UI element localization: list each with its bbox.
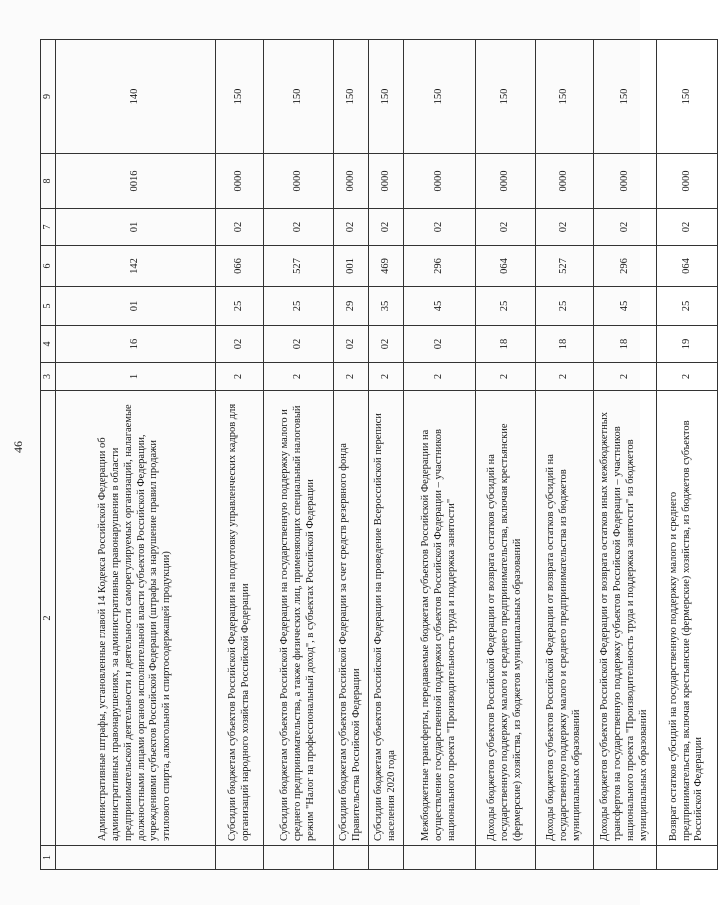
row-index-cell <box>264 846 334 870</box>
row-index-cell <box>56 846 216 870</box>
code-program-cell: 0000 <box>264 154 334 209</box>
code-subarticle-cell: 064 <box>476 246 536 287</box>
code-subgroup-cell: 16 <box>56 326 216 363</box>
code-subgroup-cell: 02 <box>334 326 369 363</box>
row-index-cell <box>476 846 536 870</box>
description-cell: Доходы бюджетов субъектов Российской Федерации от возврата остатков иных межбюджетных трансфертов на государственную поддержку субъектов Российской Федерации – участников национального проекта "Производительность труда и поддержка занятости" из бюджетов муниципальных образований <box>594 391 657 846</box>
code-subgroup-cell: 18 <box>536 326 594 363</box>
code-element-cell: 02 <box>369 209 404 246</box>
code-element-cell: 02 <box>536 209 594 246</box>
code-subarticle-cell: 296 <box>594 246 657 287</box>
code-article-cell: 25 <box>264 287 334 326</box>
header-cell: 2 <box>41 391 56 846</box>
code-subarticle-cell: 296 <box>404 246 476 287</box>
header-cell: 1 <box>41 846 56 870</box>
code-article-cell: 25 <box>536 287 594 326</box>
code-article-cell: 01 <box>56 287 216 326</box>
header-cell: 7 <box>41 209 56 246</box>
code-article-cell: 29 <box>334 287 369 326</box>
description-cell: Субсидии бюджетам субъектов Российской Федерации на проведение Всероссийской переписи населения 2020 года <box>369 391 404 846</box>
code-article-cell: 45 <box>594 287 657 326</box>
code-article-cell: 25 <box>657 287 718 326</box>
row-index-cell <box>334 846 369 870</box>
row-index-cell <box>216 846 264 870</box>
code-economic-cell: 140 <box>56 40 216 154</box>
description-cell: Доходы бюджетов субъектов Российской Федерации от возврата остатков субсидий на государственную поддержку малого и среднего предпринимательства, включая крестьянские (фермерские) хозяйства, из бюджетов муниципальных образований <box>476 391 536 846</box>
code-program-cell: 0000 <box>334 154 369 209</box>
code-group-cell: 2 <box>404 363 476 391</box>
code-element-cell: 02 <box>216 209 264 246</box>
code-economic-cell: 150 <box>334 40 369 154</box>
header-cell: 3 <box>41 363 56 391</box>
header-row <box>41 40 56 870</box>
code-program-cell: 0000 <box>369 154 404 209</box>
description-cell: Возврат остатков субсидий на государственную поддержку малого и среднего предпринимательства, включая крестьянские (фермерские) хозяйства, из бюджетов субъектов Российской Федерации <box>657 391 718 846</box>
description-cell: Субсидии бюджетам субъектов Российской Федерации на подготовку управленческих кадров для организаций народного хозяйства Российской Федерации <box>216 391 264 846</box>
code-economic-cell: 150 <box>594 40 657 154</box>
header-cell: 9 <box>41 40 56 154</box>
row-index-cell <box>536 846 594 870</box>
code-subarticle-cell: 527 <box>264 246 334 287</box>
row-index-cell <box>404 846 476 870</box>
table-row <box>657 40 718 870</box>
code-group-cell: 2 <box>264 363 334 391</box>
code-economic-cell: 150 <box>216 40 264 154</box>
header-cell: 4 <box>41 326 56 363</box>
code-subgroup-cell: 18 <box>476 326 536 363</box>
code-element-cell: 02 <box>334 209 369 246</box>
code-element-cell: 01 <box>56 209 216 246</box>
header-cell: 8 <box>41 154 56 209</box>
table-row <box>404 40 476 870</box>
code-economic-cell: 150 <box>264 40 334 154</box>
code-element-cell: 02 <box>264 209 334 246</box>
code-group-cell: 1 <box>56 363 216 391</box>
table-row <box>56 40 216 870</box>
table-row <box>369 40 404 870</box>
code-element-cell: 02 <box>404 209 476 246</box>
code-program-cell: 0000 <box>476 154 536 209</box>
code-economic-cell: 150 <box>536 40 594 154</box>
code-article-cell: 25 <box>476 287 536 326</box>
code-program-cell: 0000 <box>657 154 718 209</box>
table-body <box>56 40 718 870</box>
code-article-cell: 35 <box>369 287 404 326</box>
code-subgroup-cell: 02 <box>216 326 264 363</box>
description-cell: Субсидии бюджетам субъектов Российской Федерации на государственную поддержку малого и среднего предпринимательства, а также физических лиц, применяющих специальный налоговый режим "Налог на профессиональный доход", в субъектах Российской Федерации <box>264 391 334 846</box>
budget-classification-table <box>40 39 718 870</box>
code-economic-cell: 150 <box>404 40 476 154</box>
table-row <box>536 40 594 870</box>
code-program-cell: 0000 <box>594 154 657 209</box>
code-program-cell: 0000 <box>536 154 594 209</box>
code-subarticle-cell: 066 <box>216 246 264 287</box>
code-program-cell: 0000 <box>216 154 264 209</box>
code-group-cell: 2 <box>536 363 594 391</box>
code-program-cell: 0000 <box>404 154 476 209</box>
code-subgroup-cell: 18 <box>594 326 657 363</box>
row-index-cell <box>594 846 657 870</box>
code-subarticle-cell: 527 <box>536 246 594 287</box>
code-element-cell: 02 <box>657 209 718 246</box>
table-row <box>334 40 369 870</box>
description-cell: Субсидии бюджетам субъектов Российской Федерации за счет средств резервного фонда Правительства Российской Федерации <box>334 391 369 846</box>
code-element-cell: 02 <box>476 209 536 246</box>
description-cell: Административные штрафы, установленные главой 14 Кодекса Российской Федерации об административных правонарушениях, за административные правонарушения в области предпринимательской деятельности и деятельности саморегулируемых организаций, налагаемые должностными лицами органов исполнительной власти субъектов Российской Федерации, учреждениями субъектов Российской Федерации (штрафы за нарушение правил продажи этилового спирта, алкогольной и спиртосодержащей продукции) <box>56 391 216 846</box>
code-element-cell: 02 <box>594 209 657 246</box>
code-group-cell: 2 <box>476 363 536 391</box>
code-economic-cell: 150 <box>369 40 404 154</box>
header-cell: 6 <box>41 246 56 287</box>
table-row <box>476 40 536 870</box>
code-article-cell: 25 <box>216 287 264 326</box>
table-row <box>594 40 657 870</box>
code-economic-cell: 150 <box>657 40 718 154</box>
table-row <box>264 40 334 870</box>
table-row <box>216 40 264 870</box>
page-number: 46 <box>11 441 25 453</box>
code-group-cell: 2 <box>657 363 718 391</box>
header-cell: 5 <box>41 287 56 326</box>
code-subarticle-cell: 064 <box>657 246 718 287</box>
code-program-cell: 0016 <box>56 154 216 209</box>
code-group-cell: 2 <box>216 363 264 391</box>
code-group-cell: 2 <box>594 363 657 391</box>
rotated-table-wrapper <box>40 40 705 870</box>
code-group-cell: 2 <box>369 363 404 391</box>
code-subgroup-cell: 02 <box>404 326 476 363</box>
code-article-cell: 45 <box>404 287 476 326</box>
description-cell: Межбюджетные трансферты, передаваемые бюджетам субъектов Российской Федерации на осуществление государственной поддержки субъектов Российской Федерации – участников национального проекта "Производительность труда и поддержка занятости" <box>404 391 476 846</box>
code-subarticle-cell: 142 <box>56 246 216 287</box>
description-cell: Доходы бюджетов субъектов Российской Федерации от возврата остатков субсидий на государственную поддержку малого и среднего предпринимательства из бюджетов муниципальных образований <box>536 391 594 846</box>
code-subgroup-cell: 19 <box>657 326 718 363</box>
code-subgroup-cell: 02 <box>264 326 334 363</box>
row-index-cell <box>369 846 404 870</box>
code-subarticle-cell: 469 <box>369 246 404 287</box>
code-group-cell: 2 <box>334 363 369 391</box>
code-economic-cell: 150 <box>476 40 536 154</box>
code-subarticle-cell: 001 <box>334 246 369 287</box>
row-index-cell <box>657 846 718 870</box>
code-subgroup-cell: 02 <box>369 326 404 363</box>
